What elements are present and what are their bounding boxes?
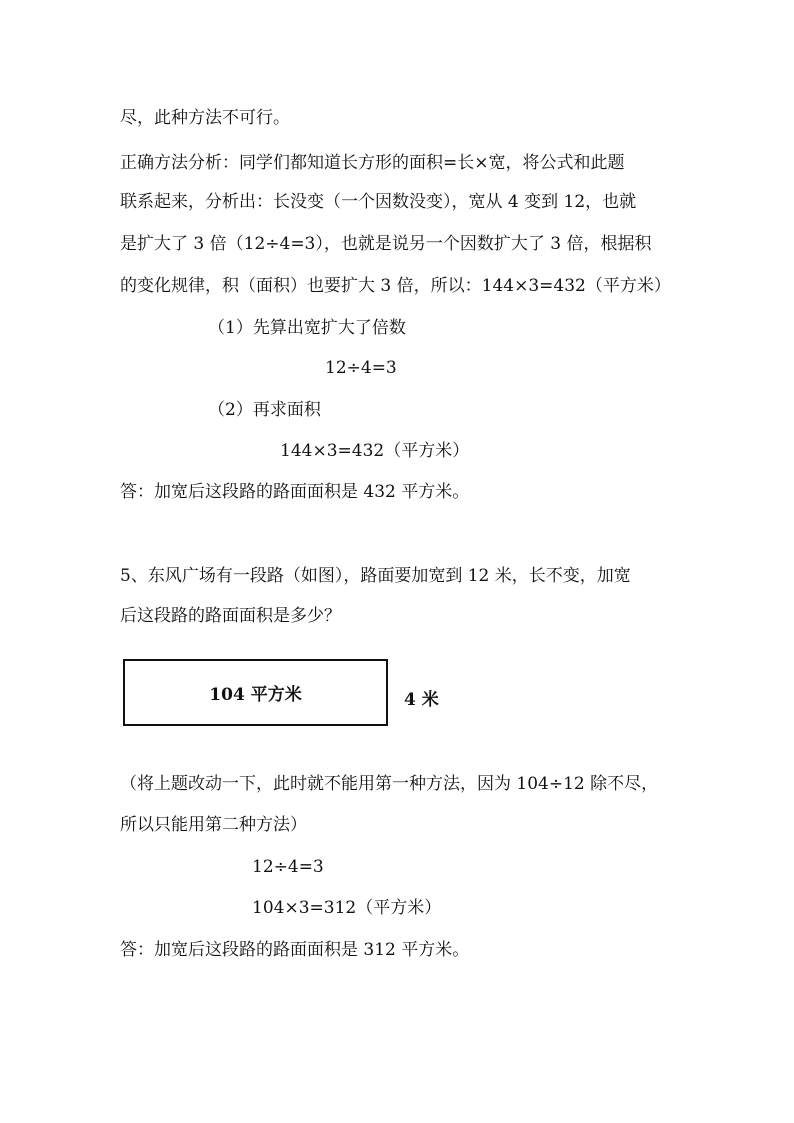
text-line-4: 是扩大了 3 倍（12÷4=3），也就是说另一个因数扩大了 3 倍，根据积 <box>120 234 652 254</box>
calculation-3: 12÷4=3 <box>252 857 324 877</box>
text-line-2: 正确方法分析：同学们都知道长方形的面积=长×宽，将公式和此题 <box>120 153 625 173</box>
note-line-2: 所以只能用第二种方法） <box>120 815 307 835</box>
answer-1: 答：加宽后这段路的路面面积是 432 平方米。 <box>120 482 470 502</box>
text-line-1: 尽，此种方法不可行。 <box>120 108 290 128</box>
step-2-label: （2）再求面积 <box>208 400 321 420</box>
note-line-1: （将上题改动一下，此时就不能用第一种方法，因为 104÷12 除不尽， <box>120 774 659 794</box>
answer-2: 答：加宽后这段路的路面面积是 312 平方米。 <box>120 940 470 960</box>
question-5-line-2: 后这段路的路面面积是多少？ <box>120 606 341 626</box>
road-area-label: 104 平方米 <box>209 685 302 705</box>
calculation-1: 12÷4=3 <box>325 358 397 378</box>
calculation-4: 104×3=312（平方米） <box>252 898 442 918</box>
calculation-2: 144×3=432（平方米） <box>280 441 470 461</box>
road-rectangle-figure <box>123 659 388 726</box>
text-line-5: 的变化规律，积（面积）也要扩大 3 倍，所以：144×3=432（平方米） <box>120 276 671 296</box>
step-1-label: （1）先算出宽扩大了倍数 <box>208 318 406 338</box>
road-width-label: 4 米 <box>404 690 439 710</box>
question-5-line-1: 5、东风广场有一段路（如图），路面要加宽到 12 米，长不变，加宽 <box>120 566 631 586</box>
text-line-3: 联系起来，分析出：长没变（一个因数没变），宽从 4 变到 12，也就 <box>120 192 637 212</box>
